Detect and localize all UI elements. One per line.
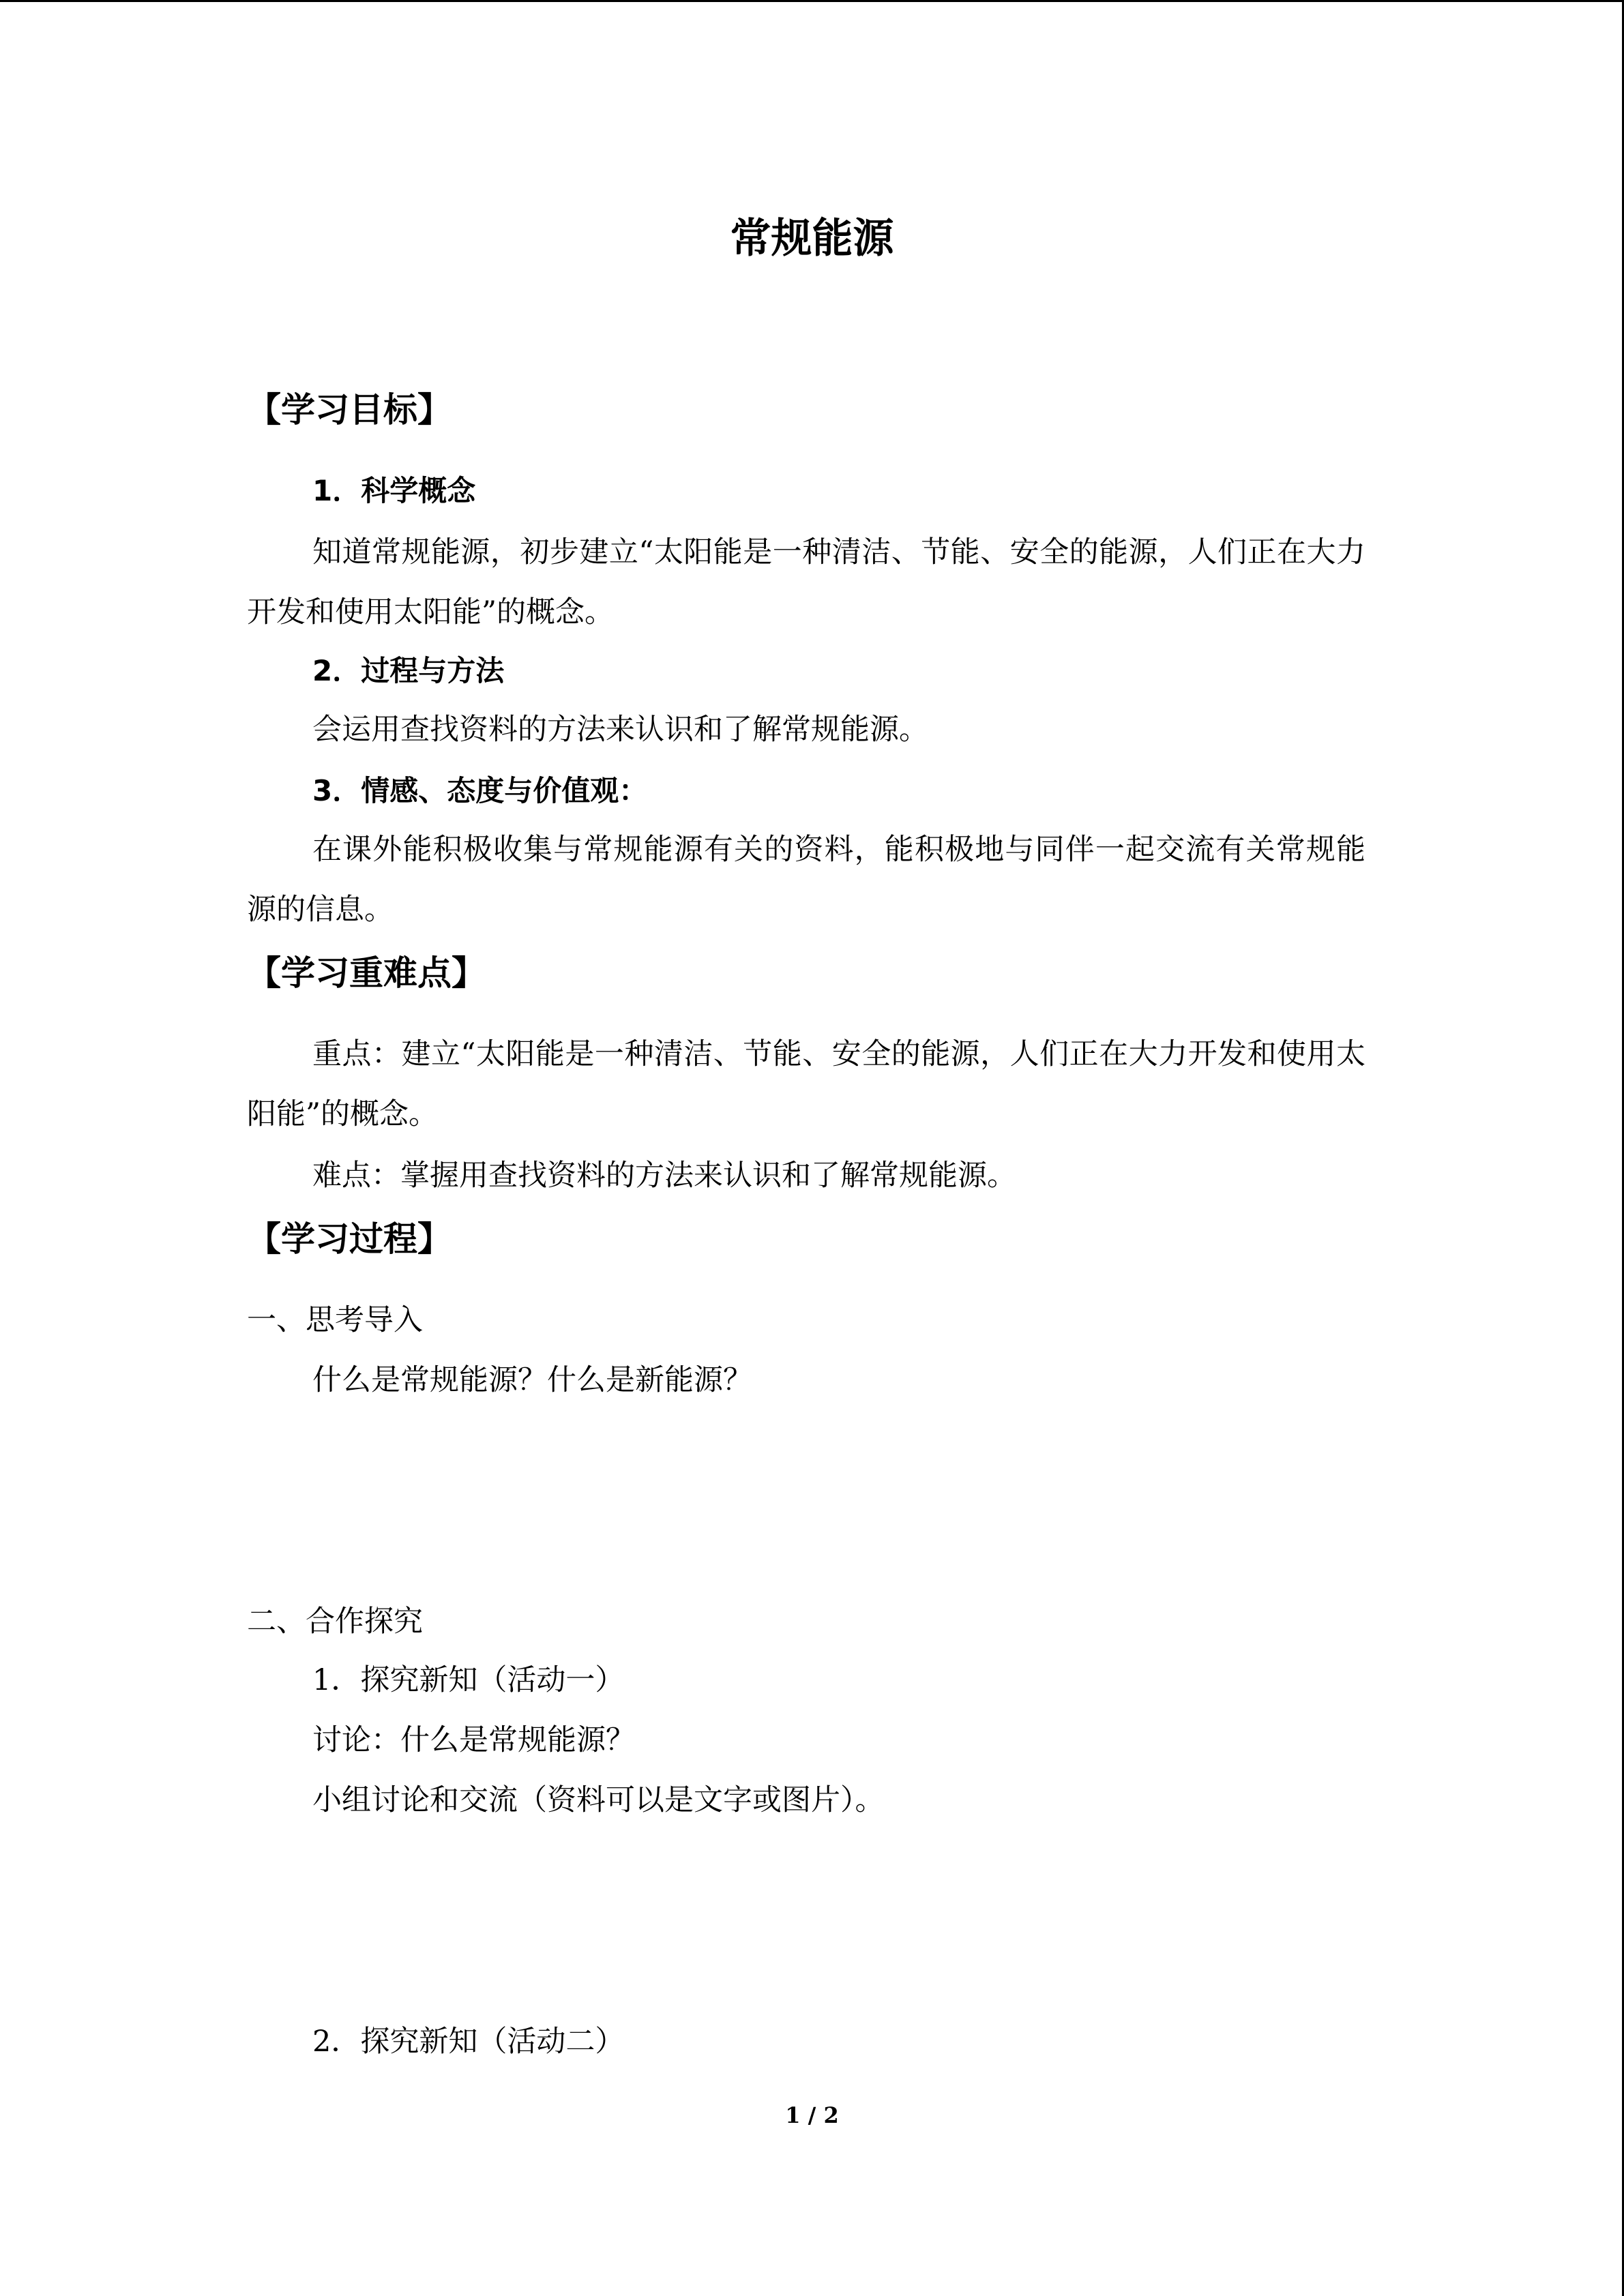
activity-1-discuss: 讨论：什么是常规能源？: [312, 1723, 635, 1757]
goal-1-text: 知道常规能源，初步建立“太阳能是一种清洁、节能、安全的能源，人们正在大力开发和使用太阳能”的概念。: [247, 535, 1365, 629]
key-focus-text: 重点：建立“太阳能是一种清洁、节能、安全的能源，人们正在大力开发和使用太阳能”的概念。: [247, 1037, 1365, 1131]
page-number: 1 / 2: [785, 2102, 839, 2128]
goal-3-text: 在课外能积极收集与常规能源有关的资料，能积极地与同伴一起交流有关常规能源的信息。: [247, 833, 1365, 927]
goal-1-title: 1．科学概念: [312, 474, 476, 507]
key-difficulty-text: 难点：掌握用查找资料的方法来认识和了解常规能源。: [312, 1159, 1016, 1193]
document-title: 常规能源: [730, 215, 894, 263]
activity-2-title: 2．探究新知（活动二）: [312, 2025, 625, 2059]
process-heading: 【学习过程】: [247, 1219, 452, 1259]
part-2-title: 二、合作探究: [247, 1605, 423, 1639]
goal-2-title: 2．过程与方法: [312, 654, 505, 687]
activity-1-group: 小组讨论和交流（资料可以是文字或图片）。: [312, 1783, 885, 1817]
page-border-top: [0, 0, 1624, 2]
goals-heading: 【学习目标】: [247, 390, 452, 430]
key-points-heading: 【学习重难点】: [247, 953, 486, 993]
part-1-title: 一、思考导入: [247, 1303, 423, 1337]
activity-1-title: 1．探究新知（活动一）: [312, 1663, 625, 1697]
part-1-question: 什么是常规能源？什么是新能源？: [312, 1363, 752, 1397]
goal-3-title: 3．情感、态度与价值观：: [312, 774, 648, 807]
goal-2-text: 会运用查找资料的方法来认识和了解常规能源。: [312, 713, 928, 747]
